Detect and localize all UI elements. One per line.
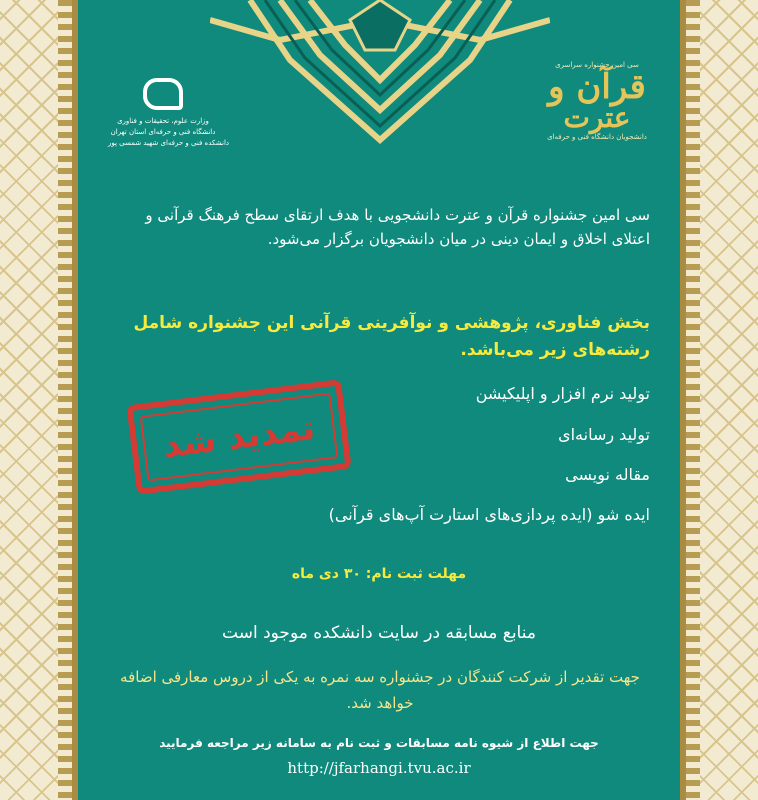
- field-item: تولید نرم افزار و اپلیکیشن: [475, 384, 650, 403]
- logo-line-1: وزارت علوم، تحقیقات و فناوری: [117, 117, 209, 125]
- right-meander-border: [686, 0, 700, 800]
- award-note: جهت تقدیر از شرکت کنندگان در جشنواره سه نمره به یکی از دروس معارفی اضافه خواهد شد.: [120, 668, 640, 712]
- islamic-knot-ornament: [210, 0, 550, 150]
- sources-note: منابع مسابقه در سایت دانشکده موجود است: [222, 623, 536, 643]
- festival-subtitle: سی امین جشنواره سراسری: [555, 61, 639, 69]
- festival-title-2: عترت: [563, 101, 631, 134]
- registration-link[interactable]: http://jfarhangi.tvu.ac.ir: [287, 759, 471, 777]
- left-meander-border: [58, 0, 72, 800]
- field-item: تولید رسانه‌ای: [558, 425, 650, 444]
- stamp-text: تمدید شد: [160, 407, 318, 467]
- registration-deadline: مهلت ثبت نام: ۳۰ دی ماه: [291, 566, 467, 582]
- section-heading: بخش فناوری، پژوهشی و نوآفرینی قرآنی این جشنواره شامل رشته‌های زیر می‌باشد.: [133, 313, 650, 360]
- right-lattice-border: [700, 0, 758, 800]
- intro-text: سی امین جشنواره قرآن و عترت دانشجویی با هدف ارتقای سطح فرهنگ قرآنی و اعتلای اخلاق و ایمان دینی در میان دانشجویان برگزار می‌شود.: [145, 206, 650, 248]
- field-item: ایده شو (ایده پردازی‌های استارت آپ‌های قرآنی): [328, 505, 650, 524]
- festival-logo: [538, 60, 656, 170]
- logo-line-2: دانشگاه فنی و حرفه‌ای استان تهران: [110, 128, 216, 136]
- logo-line-3: دانشکده فنی و حرفه‌ای شهید شمسی پور: [108, 139, 230, 147]
- ministry-logo: [108, 78, 230, 178]
- festival-title-1: قرآن و: [548, 67, 646, 107]
- right-inner-border: [680, 0, 686, 800]
- university-emblem-icon: [143, 78, 183, 110]
- festival-organizer: دانشجویان دانشگاه فنی و حرفه‌ای: [547, 133, 647, 141]
- field-item: مقاله نویسی: [565, 465, 650, 484]
- info-note: جهت اطلاع از شیوه نامه مسابقات و ثبت نام به سامانه زیر مراجعه فرمایید: [159, 736, 599, 750]
- left-lattice-border: [0, 0, 58, 800]
